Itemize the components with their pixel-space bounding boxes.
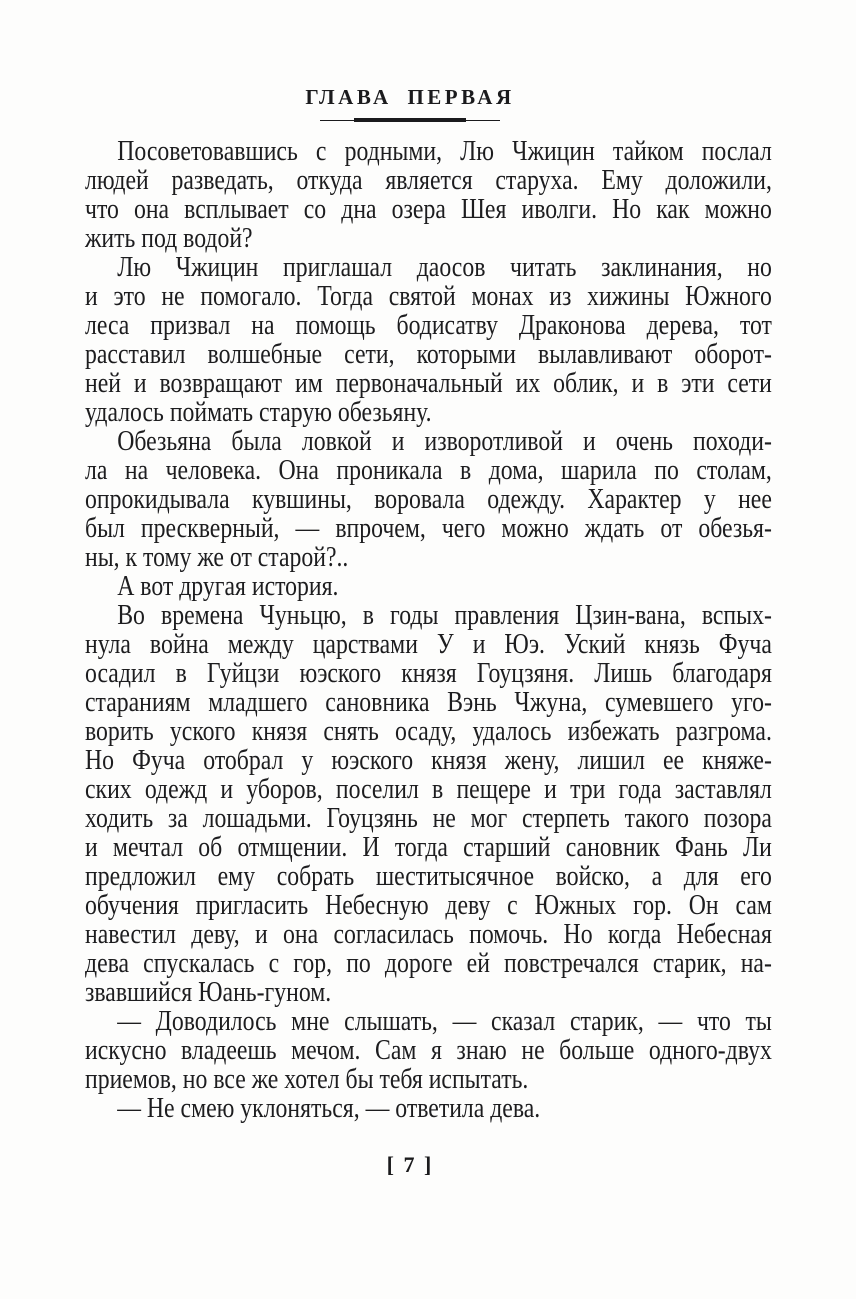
text-line: ских одежд и уборов, поселил в пещере и три года заставлял [85, 774, 772, 805]
text-line: Но Фуча отобрал у юэского князя жену, лишил ее княже- [85, 745, 772, 776]
text-line: осадил в Гуйцзи юэского князя Гоуцзяня. Лишь благодаря [85, 658, 772, 689]
chapter-header [0, 86, 820, 123]
text-line: расставил волшебные сети, которыми вылавливают оборот- [85, 339, 772, 370]
text-line: леса призвал на помощь бодисатву Драконова дерева, тот [85, 310, 772, 341]
page-number: [ 7 ] [386, 1152, 434, 1177]
text-line: приемов, но все же хотел бы тебя испытать. [85, 1064, 529, 1095]
text-line: ворить уского князя снять осаду, удалось избежать разгрома. [85, 716, 772, 747]
text-line: Обезьяна была ловкой и изворотливой и очень походи- [117, 426, 772, 457]
text-line: и мечтал об отмщении. И тогда старший сановник Фань Ли [85, 832, 772, 863]
text-line: стараниям младшего сановника Вэнь Чжуна, сумевшего уго- [85, 687, 772, 718]
text-line: дева спускалась с гор, по дороге ей повстречался старик, на- [85, 948, 772, 979]
text-line: был прескверный, — впрочем, чего можно ждать от обезья- [85, 513, 772, 544]
text-line: обучения пригласить Небесную деву с Южных гор. Он сам [85, 890, 772, 921]
text-line: Лю Чжицин приглашал даосов читать заклинания, но [117, 252, 772, 283]
text-line: жить под водой? [85, 223, 253, 254]
text-line: и это не помогало. Тогда святой монах из хижины Южного [85, 281, 772, 312]
text-line: ходить за лошадьми. Гоуцзянь не мог стерпеть такого позора [85, 803, 772, 834]
text-line: предложил ему собрать шеститысячное войско, а для его [85, 861, 772, 892]
text-line: искусно владеешь мечом. Сам я знаю не больше одного-двух [85, 1035, 772, 1066]
chapter-rule-ornament [320, 118, 500, 123]
text-line: что она всплывает со дна озера Шея иволги. Но как можно [85, 194, 772, 225]
text-line: навестил деву, и она согласилась помочь. Но когда Небесная [85, 919, 772, 950]
text-line: нула война между царствами У и Юэ. Уский князь Фуча [85, 629, 772, 660]
text-column [85, 137, 772, 1123]
text-line: опрокидывала кувшины, воровала одежду. Характер у нее [85, 484, 772, 515]
text-line: удалось поймать старую обезьяну. [85, 397, 432, 428]
text-line: Во времена Чуньцю, в годы правления Цзин-вана, вспых- [117, 600, 772, 631]
text-line: ны, к тому же от старой?.. [85, 542, 349, 573]
text-line: — Не смею уклоняться, — ответила дева. [117, 1093, 541, 1124]
text-line: ней и возвращают им первоначальный их облик, и в эти сети [85, 368, 772, 399]
text-line: — Доводилось мне слышать, — сказал старик, — что ты [117, 1006, 772, 1037]
text-line: звавшийся Юань-гуном. [85, 977, 332, 1008]
text-line: ла на человека. Она проникала в дома, шарила по столам, [85, 455, 772, 486]
chapter-title: ГЛАВА ПЕРВАЯ [305, 85, 515, 109]
text-line: людей разведать, откуда является старуха. Ему доложили, [85, 165, 772, 196]
text-line: Посоветовавшись с родными, Лю Чжицин тайком послал [117, 136, 772, 167]
text-line: А вот другая история. [117, 571, 339, 602]
